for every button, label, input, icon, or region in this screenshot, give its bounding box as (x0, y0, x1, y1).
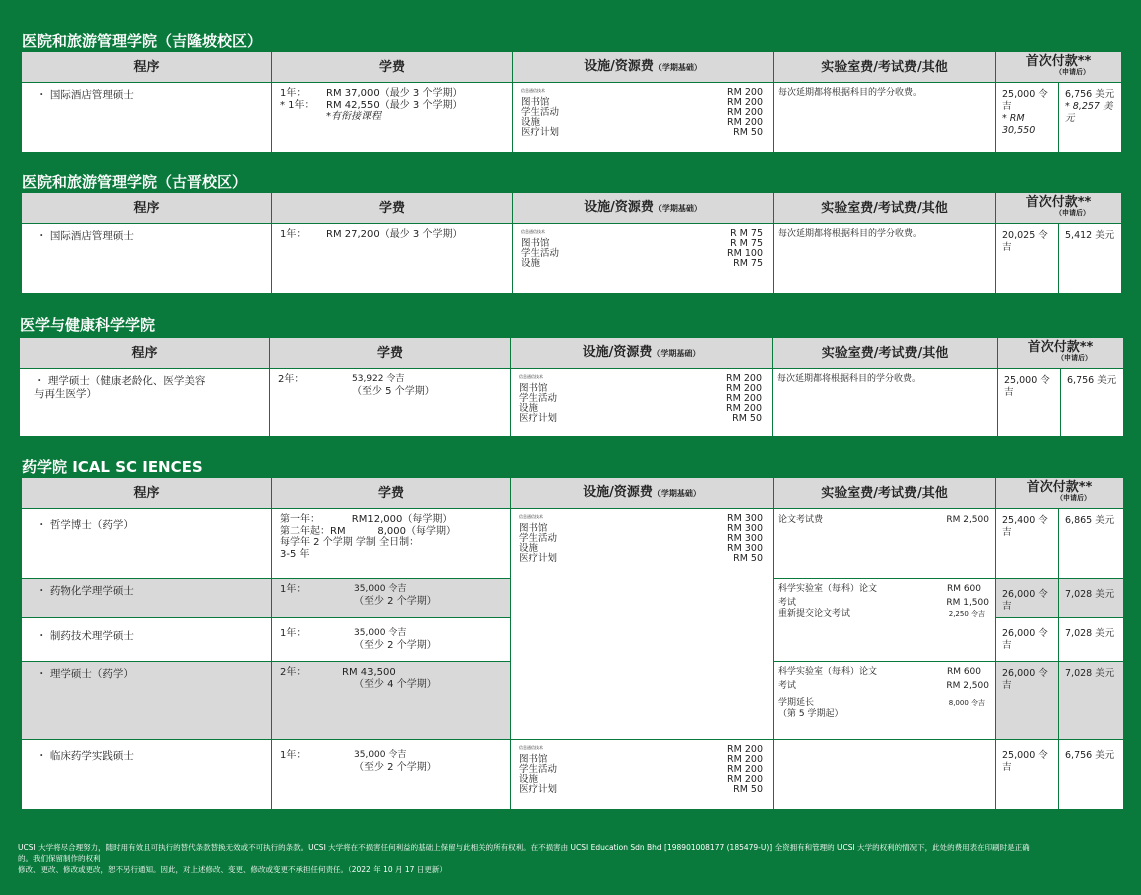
program-name: ・ 制药技术理学硕士 (22, 618, 272, 662)
program-name: ・ 理学硕士（健康老龄化、医学美容与再生医学） (20, 369, 270, 437)
header-facility: 设施/资源费（学期基础） (511, 478, 774, 509)
tuition-cell: 1年： 35,000 令吉 （至少 2 个学期） (272, 579, 511, 618)
lab-cell: 科学实验室（每科）论文 RM 600 考试 RM 2,500 学期延长 8,000 令吉 （第 5 学期起） (774, 662, 996, 740)
tuition-cell: 第一年： RM12,000（每学期） 第二年起：RM 8,000（每学期） 每学年 2 个学期 学制 全日制： 3-5 年 (272, 509, 511, 579)
facility-cell: 信息通信技术 RM 300 图书馆 RM 300 学生活动 RM 300 设施 RM 300 医疗计划 RM 50 (511, 509, 774, 740)
first-payment-myr: 26,000 令吉 (996, 662, 1059, 740)
lab-cell: 论文考试费 RM 2,500 (774, 509, 996, 579)
header-tuition: 学费 (272, 52, 513, 83)
first-payment-usd: 7,028 美元 (1059, 662, 1124, 740)
footer-disclaimer (18, 842, 1118, 875)
first-payment-usd: 6,756 美元 (1059, 740, 1124, 810)
header-facility: 设施/资源费（学期基础） (511, 338, 773, 369)
tuition-cell: 2年： RM 43,500 （至少 4 个学期） (272, 662, 511, 740)
first-payment-myr: 20,025 令吉 (996, 224, 1059, 294)
lab-cell: 每次延期都将根据科目的学分收费。 (773, 369, 998, 437)
tuition-cell: 2年： 53,922 令吉 （至少 5 个学期） (270, 369, 511, 437)
fee-table (21, 192, 1122, 294)
tuition-cell: 1年： 35,000 令吉 （至少 2 个学期） (272, 740, 511, 810)
first-payment-usd: 6,756 美元 (1061, 369, 1124, 437)
header-lab: 实验室费/考试费/其他 (773, 338, 998, 369)
section-title: 医院和旅游管理学院（吉隆坡校区） (22, 32, 263, 50)
lab-cell: 科学实验室（每科）论文 RM 600 考试 RM 1,500 重新提交论文考试 2,250 令吉 (774, 579, 996, 662)
header-lab: 实验室费/考试费/其他 (774, 52, 996, 83)
header-tuition: 学费 (270, 338, 511, 369)
program-name: ・ 理学硕士（药学） (22, 662, 272, 740)
first-payment-usd: 6,865 美元 (1059, 509, 1124, 579)
section-title: 医学与健康科学学院 (20, 316, 156, 334)
program-name: ・ 国际酒店管理硕士 (22, 83, 272, 153)
program-name: ・ 临床药学实践硕士 (22, 740, 272, 810)
first-payment-myr: 25,400 令吉 (996, 509, 1059, 579)
footer-line: 修改、更改、修改或更改，恕不另行通知。因此，对上述修改、变更、修改或变更不承担任何责任。（2022 年 10 月 17 日更新） (18, 865, 447, 874)
tuition-cell: 1年： 35,000 令吉 （至少 2 个学期） (272, 618, 511, 662)
first-payment-usd: 7,028 美元 (1059, 579, 1124, 618)
first-payment-myr: 26,000 令吉 (996, 579, 1059, 618)
program-name: ・ 药物化学理学硕士 (22, 579, 272, 618)
facility-cell: 信息通信技术 RM 200 图书馆 RM 200 学生活动 RM 200 设施 RM 200 医疗计划 RM 50 (513, 83, 774, 153)
header-program: 程序 (22, 52, 272, 83)
first-payment-usd: 5,412 美元 (1059, 224, 1122, 294)
lab-cell (774, 740, 996, 810)
header-program: 程序 (20, 338, 270, 369)
facility-cell: 信息通信技术 RM 200 图书馆 RM 200 学生活动 RM 200 设施 RM 200 医疗计划 RM 50 (511, 740, 774, 810)
program-name: ・ 哲学博士（药学） (22, 509, 272, 579)
header-lab: 实验室费/考试费/其他 (774, 478, 996, 509)
first-payment-usd: 6,756 美元 * 8,257 美元 (1059, 83, 1122, 153)
header-first-payment: 首次付款** （申请后） (998, 338, 1124, 369)
first-payment-myr: 26,000 令吉 (996, 618, 1059, 662)
first-payment-myr: 25,000 令吉 * RM 30,550 (996, 83, 1059, 153)
footer-line: 的。我们保留制作的权利 (18, 854, 101, 863)
fee-table (19, 337, 1124, 437)
lab-cell: 每次延期都将根据科目的学分收费。 (774, 83, 996, 153)
fee-table (21, 477, 1124, 810)
header-tuition: 学费 (272, 478, 511, 509)
header-first-payment: 首次付款** （申请后） (996, 193, 1122, 224)
first-payment-myr: 25,000 令吉 (998, 369, 1061, 437)
lab-cell: 每次延期都将根据科目的学分收费。 (774, 224, 996, 294)
header-facility: 设施/资源费（学期基础） (513, 52, 774, 83)
fee-table (21, 51, 1122, 153)
tuition-cell: 1年： RM 37,000（最少 3 个学期） * 1年： RM 42,550（最少 3 个学期） *有衔接课程 (272, 83, 513, 153)
header-tuition: 学费 (272, 193, 513, 224)
facility-cell: 信息通信技术 R M 75 图书馆 R M 75 学生活动 RM 100 设施 RM 75 (513, 224, 774, 294)
program-name: ・ 国际酒店管理硕士 (22, 224, 272, 294)
footer-line: UCSI 大学将尽合理努力，随时用有效且可执行的替代条款替换无效或不可执行的条款。UCSI 大学将在不损害任何利益的基础上保留与此相关的所有权利。在不损害由 UCSI Education Sdn Bhd [198901008177 (185479-U)] 全资拥有和管理的 UCSI 大学的权利的情况下，此处的费用表在印刷时是正确 (18, 843, 1030, 852)
tuition-cell: 1年： RM 27,200（最少 3 个学期） (272, 224, 513, 294)
header-facility: 设施/资源费（学期基础） (513, 193, 774, 224)
header-program: 程序 (22, 478, 272, 509)
header-first-payment: 首次付款** （申请后） (996, 478, 1124, 509)
section-title: 药学院 ICAL SC IENCES (22, 458, 203, 476)
header-program: 程序 (22, 193, 272, 224)
header-lab: 实验室费/考试费/其他 (774, 193, 996, 224)
first-payment-usd: 7,028 美元 (1059, 618, 1124, 662)
header-first-payment: 首次付款** （申请后） (996, 52, 1122, 83)
first-payment-myr: 25,000 令吉 (996, 740, 1059, 810)
facility-cell: 信息通信技术 RM 200 图书馆 RM 200 学生活动 RM 200 设施 RM 200 医疗计划 RM 50 (511, 369, 773, 437)
section-title: 医院和旅游管理学院（古晋校区） (22, 173, 248, 191)
